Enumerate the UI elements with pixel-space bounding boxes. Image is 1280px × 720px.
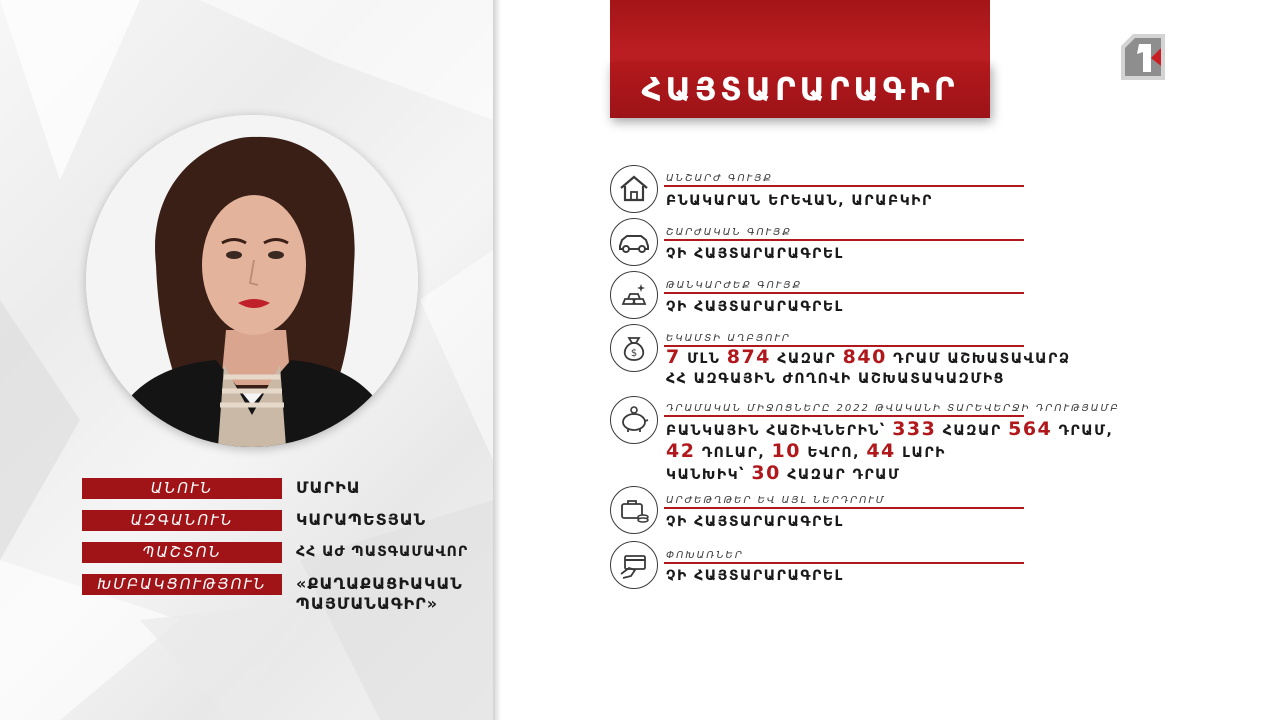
valuables-label: ԹԱՆԿԱՐԺԵՔ ԳՈՒՅՔ bbox=[666, 280, 803, 291]
cash-line1 bbox=[666, 419, 1113, 442]
card-hand-icon bbox=[610, 541, 658, 589]
faction-label: ԽՄԲԱԿՑՈՒԹՅՈՒՆ bbox=[82, 574, 282, 595]
real-estate-divider bbox=[664, 185, 1024, 187]
briefcase-coins-icon bbox=[610, 486, 658, 534]
real-estate-label: ԱՆՇԱՐԺ ԳՈՒՅՔ bbox=[666, 173, 773, 184]
income-line1 bbox=[666, 347, 1071, 370]
gold-bars-icon bbox=[610, 271, 658, 319]
securities-label: ԱՐԺԵԹՂԹԵՐ ԵՎ ԱՅԼ ՆԵՐԴՐՈՒՄ bbox=[666, 495, 886, 506]
movable-label: ՇԱՐԺԱԿԱՆ ԳՈՒՅՔ bbox=[666, 227, 792, 238]
loans-divider bbox=[664, 562, 1024, 564]
position-label: ՊԱՇՏՈՆ bbox=[82, 542, 282, 563]
cash-line3 bbox=[666, 463, 900, 486]
cash-on-hand-unit: ՀԱԶԱՐ ԴՐԱՄ bbox=[787, 467, 901, 483]
income-label: ԵԿԱՄՏԻ ԱՂԲՅՈՒՐ bbox=[666, 333, 791, 344]
income-line2: ՀՀ ԱԶԳԱՅԻՆ ԺՈՂՈՎԻ ԱՇԽԱՏԱԿԱԶՄԻՑ bbox=[666, 371, 1005, 387]
cash-eur: 10 bbox=[771, 440, 801, 462]
cash-usd: 42 bbox=[666, 440, 696, 462]
valuables-divider bbox=[664, 292, 1024, 294]
panel-divider bbox=[493, 0, 501, 720]
faction-value-line2: ՊԱՅՄԱՆԱԳԻՐ» bbox=[296, 594, 439, 613]
real-estate-value: ԲՆԱԿԱՐԱՆ ԵՐԵՎԱՆ, ԱՐԱԲԿԻՐ bbox=[666, 193, 933, 209]
page-title: ՀԱՅՏԱՐԱՐԱԳԻՐ bbox=[641, 72, 959, 108]
income-millions-unit: ՄԼՆ bbox=[687, 351, 721, 367]
cash-bank-text: ԲԱՆԿԱՅԻՆ ՀԱՇԻՎՆԵՐԻՆ՝ bbox=[666, 423, 886, 439]
surname-label: ԱԶԳԱՆՈՒՆ bbox=[82, 510, 282, 531]
cash-bank-thousands: 333 bbox=[892, 418, 937, 440]
cash-line2 bbox=[666, 441, 946, 464]
loans-label: ՓՈԽԱՌՆԵՐ bbox=[666, 550, 744, 561]
title-header-top bbox=[610, 0, 990, 62]
piggy-bank-icon bbox=[610, 396, 658, 444]
cash-on-hand-text: ԿԱՆԽԻԿ՝ bbox=[666, 467, 746, 483]
cash-on-hand-amount: 30 bbox=[751, 462, 781, 484]
income-units-text: ԴՐԱՄ ԱՇԽԱՏԱՎԱՐՁ bbox=[893, 351, 1071, 367]
income-millions: 7 bbox=[666, 346, 681, 368]
cash-gel-text: ԼԱՐԻ bbox=[902, 445, 946, 461]
cash-eur-text: ԵՎՐՈ, bbox=[807, 445, 860, 461]
cash-bank-units-text: ԴՐԱՄ, bbox=[1058, 423, 1114, 439]
name-label: ԱՆՈՒՆ bbox=[82, 478, 282, 499]
loans-value: ՉԻ ՀԱՅՏԱՐԱՐԱԳՐԵԼ bbox=[666, 568, 844, 584]
securities-value: ՉԻ ՀԱՅՏԱՐԱՐԱԳՐԵԼ bbox=[666, 514, 844, 530]
securities-divider bbox=[664, 507, 1024, 509]
position-value: ՀՀ ԱԺ ՊԱՏԳԱՄԱՎՈՐ bbox=[296, 544, 469, 560]
cash-bank-thousands-unit: ՀԱԶԱՐ bbox=[942, 423, 1002, 439]
channel-one-logo bbox=[1119, 32, 1167, 82]
income-thousands: 874 bbox=[726, 346, 771, 368]
cash-divider bbox=[664, 415, 1024, 417]
surname-value: ԿԱՐԱՊԵՏՅԱՆ bbox=[296, 510, 427, 529]
svg-text:$: $ bbox=[630, 348, 638, 359]
house-icon bbox=[610, 165, 658, 213]
cash-bank-units: 564 bbox=[1008, 418, 1053, 440]
faction-value-line1: «ՔԱՂԱՔԱՑԻԱԿԱՆ bbox=[296, 574, 463, 593]
cash-gel: 44 bbox=[866, 440, 896, 462]
money-bag-icon bbox=[610, 324, 658, 372]
income-thousands-unit: ՀԱԶԱՐ bbox=[777, 351, 837, 367]
valuables-value: ՉԻ ՀԱՅՏԱՐԱՐԱԳՐԵԼ bbox=[666, 299, 844, 315]
portrait-photo bbox=[86, 115, 418, 447]
movable-value: ՉԻ ՀԱՅՏԱՐԱՐԱԳՐԵԼ bbox=[666, 246, 844, 262]
movable-divider bbox=[664, 239, 1024, 241]
car-icon bbox=[610, 218, 658, 266]
income-units: 840 bbox=[842, 346, 887, 368]
cash-label: ԴՐԱՄԱԿԱՆ ՄԻՋՈՑՆԵՐԸ 2022 ԹՎԱԿԱՆԻ ՏԱՐԵՎԵՐՋԻ ԴՐՈՒԹՅԱՄԲ bbox=[666, 403, 1120, 414]
cash-usd-text: ԴՈԼԱՐ, bbox=[701, 445, 766, 461]
name-value: ՄԱՐԻԱ bbox=[296, 478, 361, 497]
